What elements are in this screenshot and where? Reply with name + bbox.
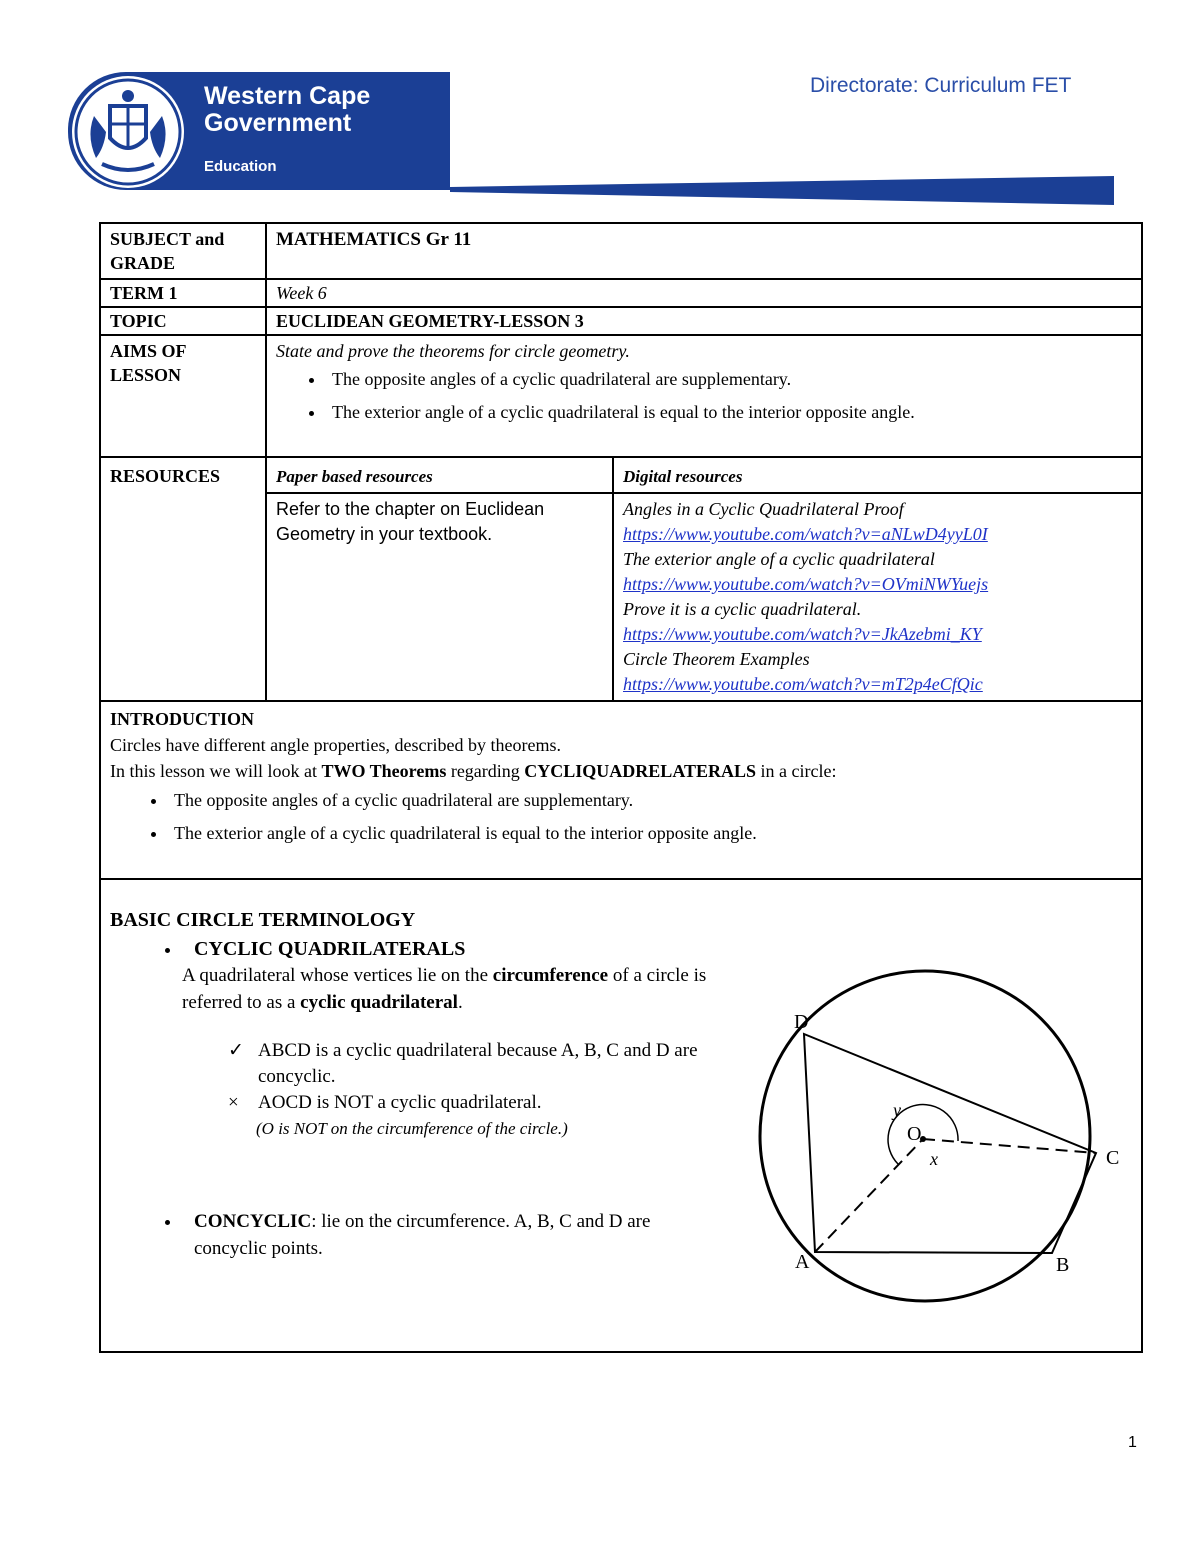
quadrilateral-abcd	[804, 1034, 1096, 1253]
cyclic-quad-desc: A quadrilateral whose vertices lie on the circumference of a circle is referred to as a cyclic quadrilateral.	[182, 965, 707, 1013]
logo-text-line1: Western Cape	[204, 82, 371, 110]
basic-title: BASIC CIRCLE TERMINOLOGY	[110, 909, 416, 931]
digital-link[interactable]: https://www.youtube.com/watch?v=JkAzebmi_KY	[623, 624, 982, 644]
label-y: y	[893, 1100, 901, 1120]
topic-row	[100, 307, 1142, 335]
cyclic-quadrilateral-diagram	[740, 960, 1140, 1320]
intro-item: • The exterior angle of a cyclic quadrilateral is equal to the interior opposite angle.	[168, 821, 1132, 846]
term-value: Week 6	[266, 279, 1142, 307]
digital-link[interactable]: https://www.youtube.com/watch?v=mT2p4eCfQic	[623, 674, 983, 694]
aims-label: AIMS OF LESSON	[100, 335, 266, 457]
topic-value: EUCLIDEAN GEOMETRY-LESSON 3	[266, 307, 1142, 335]
aims-item: • The opposite angles of a cyclic quadrilateral are supplementary.	[326, 367, 1132, 392]
crest-logo	[72, 76, 184, 188]
directorate-label: Directorate: Curriculum FET	[810, 74, 1072, 97]
resources-header-row	[100, 457, 1142, 493]
label-a: A	[795, 1251, 810, 1273]
term-label: TERM 1	[100, 279, 266, 307]
cross-icon: ×	[228, 1092, 239, 1113]
cyclic-quad-title: • CYCLIC QUADRILATERALS	[194, 938, 466, 960]
label-o: O	[907, 1123, 922, 1145]
digital-title: Prove it is a cyclic quadrilateral.	[623, 599, 862, 619]
subject-value: MATHEMATICS Gr 11	[266, 223, 1142, 279]
label-b: B	[1056, 1254, 1070, 1276]
intro-title: INTRODUCTION	[110, 709, 255, 729]
intro-item: • The opposite angles of a cyclic quadrilateral are supplementary.	[168, 788, 1132, 813]
check-text: ABCD is a cyclic quadrilateral because A, B, C and D are concyclic.	[258, 1040, 698, 1087]
page-number: 1	[1128, 1434, 1137, 1451]
digital-link[interactable]: https://www.youtube.com/watch?v=OVmiNWYuejs	[623, 574, 989, 594]
digital-resources-header: Digital resources	[613, 457, 1142, 493]
intro-list	[110, 788, 1132, 846]
label-d: D	[794, 1011, 809, 1033]
paper-resources-header: Paper based resources	[266, 457, 613, 493]
cross-note-detail: (O is NOT on the circumference of the circle.)	[256, 1119, 568, 1138]
paper-resources-text: Refer to the chapter on Euclidean Geometry in your textbook.	[266, 493, 613, 701]
digital-resources-list	[613, 493, 1142, 701]
logo-text-line3: Education	[204, 158, 277, 175]
subject-label: SUBJECT and GRADE	[100, 223, 266, 279]
label-c: C	[1106, 1147, 1120, 1169]
digital-title: Angles in a Cyclic Quadrilateral Proof	[623, 499, 904, 519]
intro-line2: In this lesson we will look at TWO Theorems regarding CYCLIQUADRELATERALS in a circle:	[110, 761, 837, 781]
check-note	[228, 1038, 738, 1090]
resources-label: RESOURCES	[100, 457, 266, 701]
aims-list	[276, 367, 1132, 425]
cross-text: AOCD is NOT a cyclic quadrilateral.	[258, 1092, 542, 1113]
digital-title: Circle Theorem Examples	[623, 649, 810, 669]
intro-cell	[100, 701, 1142, 879]
aims-intro: State and prove the theorems for circle geometry.	[276, 341, 630, 361]
digital-title: The exterior angle of a cyclic quadrilateral	[623, 549, 935, 569]
term-row	[100, 279, 1142, 307]
digital-link[interactable]: https://www.youtube.com/watch?v=aNLwD4yyL0I	[623, 524, 988, 544]
radius-oc	[923, 1139, 1096, 1153]
logo-text-line2: Government	[204, 109, 352, 137]
label-x: x	[930, 1149, 938, 1169]
cross-note	[228, 1090, 738, 1142]
topic-label: TOPIC	[100, 307, 266, 335]
concyclic-desc: • CONCYCLIC: lie on the circumference. A, B, C and D are concyclic points.	[194, 1211, 651, 1259]
aims-row	[100, 335, 1142, 457]
radius-oa	[815, 1139, 923, 1252]
aims-item: • The exterior angle of a cyclic quadrilateral is equal to the interior opposite angle.	[326, 400, 1132, 425]
check-icon: ✓	[228, 1040, 244, 1061]
subject-row	[100, 223, 1142, 279]
intro-row	[100, 701, 1142, 879]
intro-line1: Circles have different angle properties, described by theorems.	[110, 735, 562, 755]
aims-cell	[266, 335, 1142, 457]
